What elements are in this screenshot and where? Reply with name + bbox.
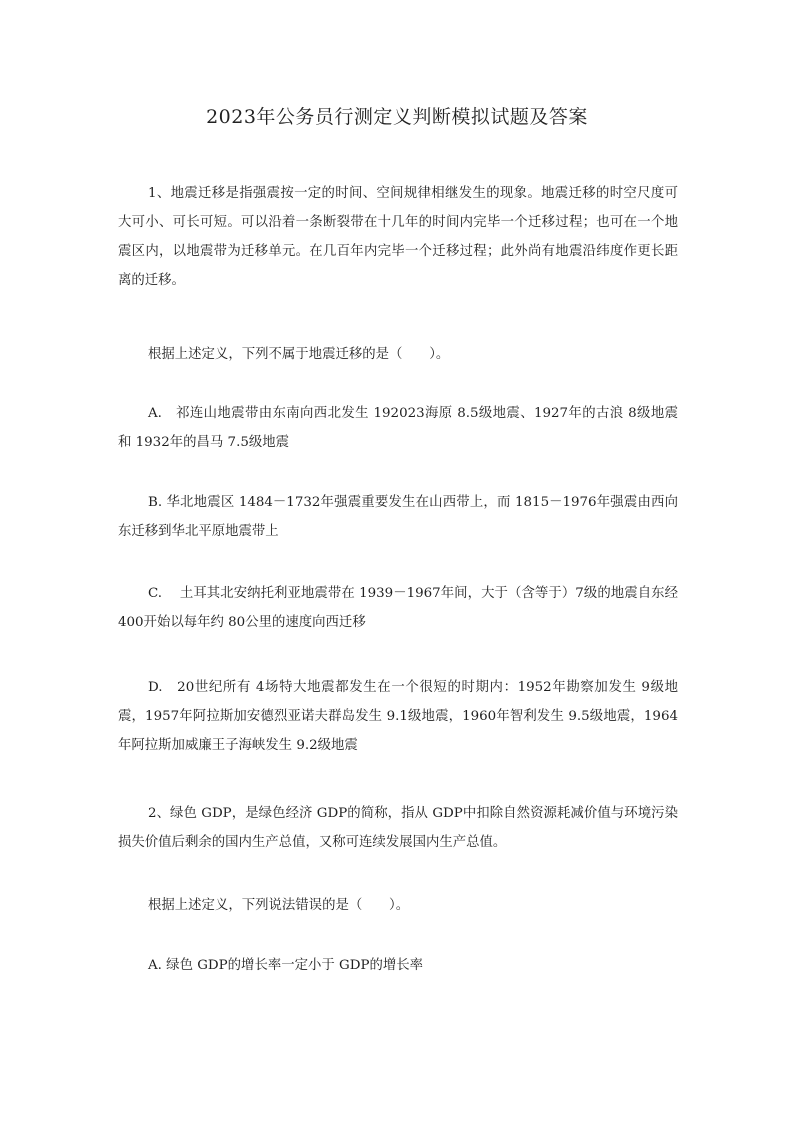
question-1-option-a: A. 祁连山地震带由东南向西北发生 192023海原 8.5级地震、1927年的古浪 8级地震和 1932年的昌马 7.5级地震	[118, 406, 678, 450]
question-1-prompt: 根据上述定义，下列不属于地震迁移的是（ ）。	[148, 347, 450, 362]
question-1-option-b: B. 华北地震区 1484－1732年强震重要发生在山西带上，而 1815－1976年强震由西向东迁移到华北平原地震带上	[118, 495, 678, 539]
question-1-definition: 1、地震迁移是指强震按一定的时间、空间规律相继发生的现象。地震迁移的时空尺度可大可小、可长可短。可以沿着一条断裂带在十几年的时间内完毕一个迁移过程；也可在一个地震区内，以地震带为迁移单元。在几百年内完毕一个迁移过程；此外尚有地震沿纬度作更长距离的迁移。	[118, 186, 678, 288]
question-2-option-a: A. 绿色 GDP的增长率一定小于 GDP的增长率	[148, 958, 424, 973]
question-2-prompt: 根据上述定义，下列说法错误的是（ ）。	[148, 898, 410, 913]
question-2-definition: 2、绿色 GDP，是绿色经济 GDP的简称，指从 GDP中扣除自然资源耗减价值与环境污染损失价值后剩余的国内生产总值，又称可连续发展国内生产总值。	[118, 806, 678, 850]
question-1-option-d: D. 20世纪所有 4场特大地震都发生在一个很短的时期内：1952年勘察加发生 9级地震，1957年阿拉斯加安德烈亚诺夫群岛发生 9.1级地震，1960年智利发生 9.5级地震，1964年阿拉斯加威廉王子海峡发生 9.2级地震	[118, 680, 678, 753]
question-1-option-c: C. 土耳其北安纳托利亚地震带在 1939－1967年间，大于（含等于）7级的地震自东经 400开始以每年约 80公里的速度向西迁移	[118, 586, 678, 630]
document-title: 2023年公务员行测定义判断模拟试题及答案	[206, 106, 588, 128]
